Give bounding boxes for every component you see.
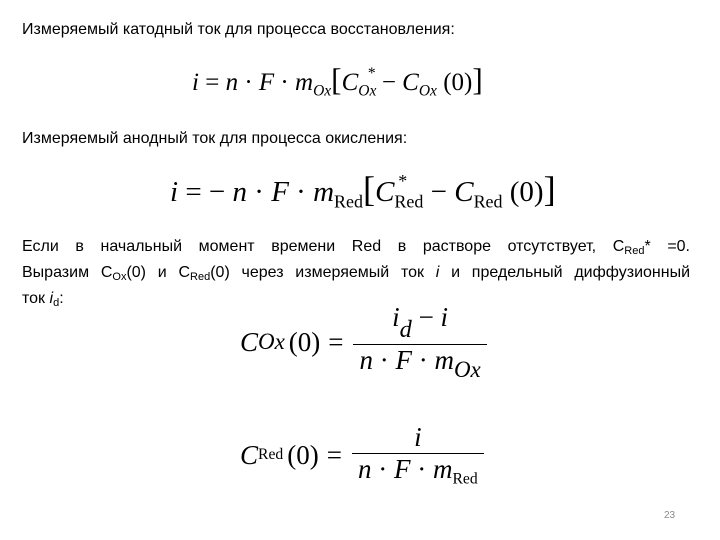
p3-text: ток [22, 290, 50, 307]
f1-eq: = [205, 69, 220, 96]
p3-end: : [59, 290, 64, 307]
f4-den-dot2: · [417, 454, 427, 484]
p2-sub1: Ox [112, 271, 127, 283]
p1-text: Если в начальный момент времени Red в растворе отсутствует, С [22, 238, 625, 255]
f3-C-sub: Ox [258, 329, 285, 355]
f3-den-n: n [359, 344, 373, 375]
f2-m: m [313, 176, 335, 208]
f1-minus: − [381, 69, 396, 96]
f4-num-i: i [414, 422, 422, 452]
f2-n: n [232, 176, 248, 208]
f4-numerator [408, 422, 428, 453]
formula-c-ox-zero [240, 302, 487, 383]
f4-fraction [352, 422, 484, 488]
f3-den-F: F [395, 344, 412, 375]
p2-mid2: (0) через измеряемый ток [210, 264, 436, 281]
f3-den-dot2: · [418, 344, 428, 375]
p3-i: i [49, 290, 54, 307]
f2-dot1: · [254, 176, 264, 208]
f3-num-minus: − [418, 302, 434, 332]
f2-c2: C [454, 176, 474, 208]
f4-den-n: n [357, 454, 372, 484]
f4-denominator [352, 454, 484, 488]
f1-close-bracket: ] [472, 62, 483, 97]
p2-end: и предельный диффузионный [439, 264, 691, 281]
f1-c1-sub: Ox [358, 82, 377, 100]
formula-c-red-zero [240, 422, 484, 488]
f2-F: F [271, 176, 289, 208]
formula-anodic-current [170, 168, 556, 212]
f4-den-m: m [432, 454, 453, 484]
paragraph-line-2 [22, 262, 690, 288]
f4-den-dot1: · [378, 454, 388, 484]
f3-C: C [240, 326, 259, 357]
f4-den-sub: Red [452, 470, 478, 488]
f3-denominator [353, 345, 486, 383]
f1-c2: C [402, 69, 419, 96]
f3-den-sub: Ox [453, 356, 481, 382]
f4-C-sub: Red [258, 446, 284, 464]
f2-m-sub: Red [334, 191, 363, 212]
f2-c2-sub: Red [473, 191, 503, 212]
f3-eq: = [328, 326, 344, 357]
f1-c1-sup: * [367, 64, 376, 82]
f1-zero: (0) [443, 69, 473, 96]
f1-lhs: i [192, 69, 199, 96]
p2-text: Выразим С [22, 264, 113, 281]
f1-m: m [295, 69, 314, 96]
f2-eq: = [185, 176, 202, 208]
f4-zero: (0) [287, 439, 319, 470]
page-number: 23 [664, 510, 676, 521]
f1-dot2: · [280, 69, 289, 96]
p3-sub: d [53, 297, 60, 309]
f4-den-F: F [393, 454, 411, 484]
p1-sub: Red [624, 245, 645, 257]
f2-zero: (0) [509, 176, 544, 208]
p2-i: i [435, 264, 440, 281]
f3-den-dot1: · [379, 344, 389, 375]
heading-cathodic-current: Измеряемый катодный ток для процесса восстановления: [22, 21, 455, 38]
f3-num-i: i [392, 302, 400, 332]
f2-close-bracket: ] [543, 169, 556, 209]
f1-n: n [225, 69, 239, 96]
f2-open-bracket: [ [363, 169, 376, 209]
f1-open-bracket: [ [331, 62, 342, 97]
f2-lhs: i [170, 176, 179, 208]
f2-minus: − [430, 176, 447, 208]
p2-sub2: Red [190, 271, 211, 283]
heading-anodic-current: Измеряемый анодный ток для процесса окисления: [22, 130, 408, 147]
f2-c1-sup: * [398, 170, 408, 191]
f3-fraction [353, 302, 486, 383]
f1-dot1: · [244, 69, 253, 96]
f2-minus-sign: − [208, 176, 226, 208]
f3-num-i2: i [440, 302, 449, 332]
f2-c1: C [375, 176, 395, 208]
f1-m-sub: Ox [313, 82, 332, 100]
paragraph-line-1 [22, 236, 690, 262]
formula-cathodic-current [192, 62, 483, 100]
f2-dot2: · [296, 176, 306, 208]
f3-numerator [386, 302, 454, 344]
f1-c1: C [341, 69, 359, 96]
f3-zero: (0) [288, 326, 321, 357]
f3-num-sub: d [399, 315, 412, 343]
f1-F: F [258, 69, 275, 96]
f4-C: C [240, 439, 259, 470]
f3-den-m: m [434, 344, 454, 375]
p1-end: * =0. [644, 238, 691, 255]
p2-mid1: (0) и С [126, 264, 191, 281]
f4-eq: = [326, 439, 342, 470]
f1-c2-sub: Ox [418, 82, 437, 100]
f2-c1-sub: Red [394, 191, 424, 212]
